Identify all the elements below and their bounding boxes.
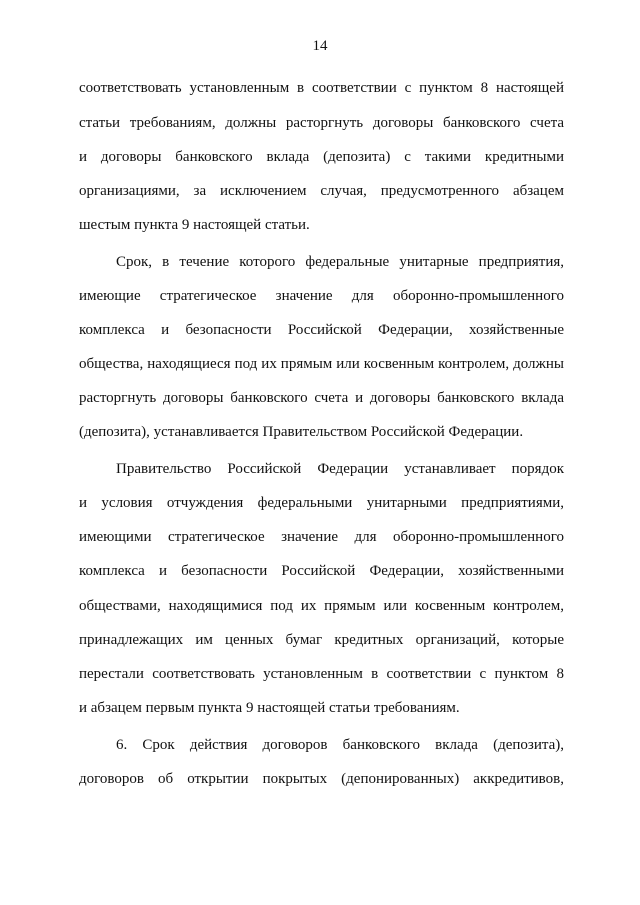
text-line: соответствовать установленным в соответствии с пунктом 8 настоящей — [79, 80, 564, 96]
text-line: 6. Срок действия договоров банковского вклада (депозита), — [116, 737, 564, 753]
text-line: (депозита), устанавливается Правительством Российской Федерации. — [79, 424, 524, 440]
text-line: расторгнуть договоры банковского счета и договоры банковского вклада — [79, 390, 564, 406]
text-line: и договоры банковского вклада (депозита) с такими кредитными — [79, 149, 564, 165]
text-line: комплекса и безопасности Российской Федерации, хозяйственные — [79, 322, 564, 338]
text-line: шестым пункта 9 настоящей статьи. — [79, 217, 310, 233]
text-line: статьи требованиям, должны расторгнуть договоры банковского счета — [79, 115, 564, 131]
text-line: и условия отчуждения федеральными унитарными предприятиями, — [79, 495, 564, 511]
text-line: и абзацем первым пункта 9 настоящей статьи требованиям. — [79, 700, 460, 716]
text-line: общества, находящиеся под их прямым или косвенным контролем, должны — [79, 356, 564, 372]
text-line: имеющие стратегическое значение для оборонно-промышленного — [79, 288, 564, 304]
text-line: Правительство Российской Федерации устанавливает порядок — [116, 461, 564, 477]
text-line: организациями, за исключением случая, предусмотренного абзацем — [79, 183, 564, 199]
text-line: имеющими стратегическое значение для оборонно-промышленного — [79, 529, 564, 545]
text-line: перестали соответствовать установленным в соответствии с пунктом 8 — [79, 666, 564, 682]
text-line: договоров об открытии покрытых (депонированных) аккредитивов, — [79, 771, 564, 787]
page-number: 14 — [312, 38, 328, 54]
text-line: комплекса и безопасности Российской Федерации, хозяйственными — [79, 563, 564, 579]
text-line: принадлежащих им ценных бумаг кредитных организаций, которые — [79, 632, 564, 648]
text-line: обществами, находящимися под их прямым или косвенным контролем, — [79, 598, 564, 614]
text-line: Срок, в течение которого федеральные унитарные предприятия, — [116, 254, 564, 270]
